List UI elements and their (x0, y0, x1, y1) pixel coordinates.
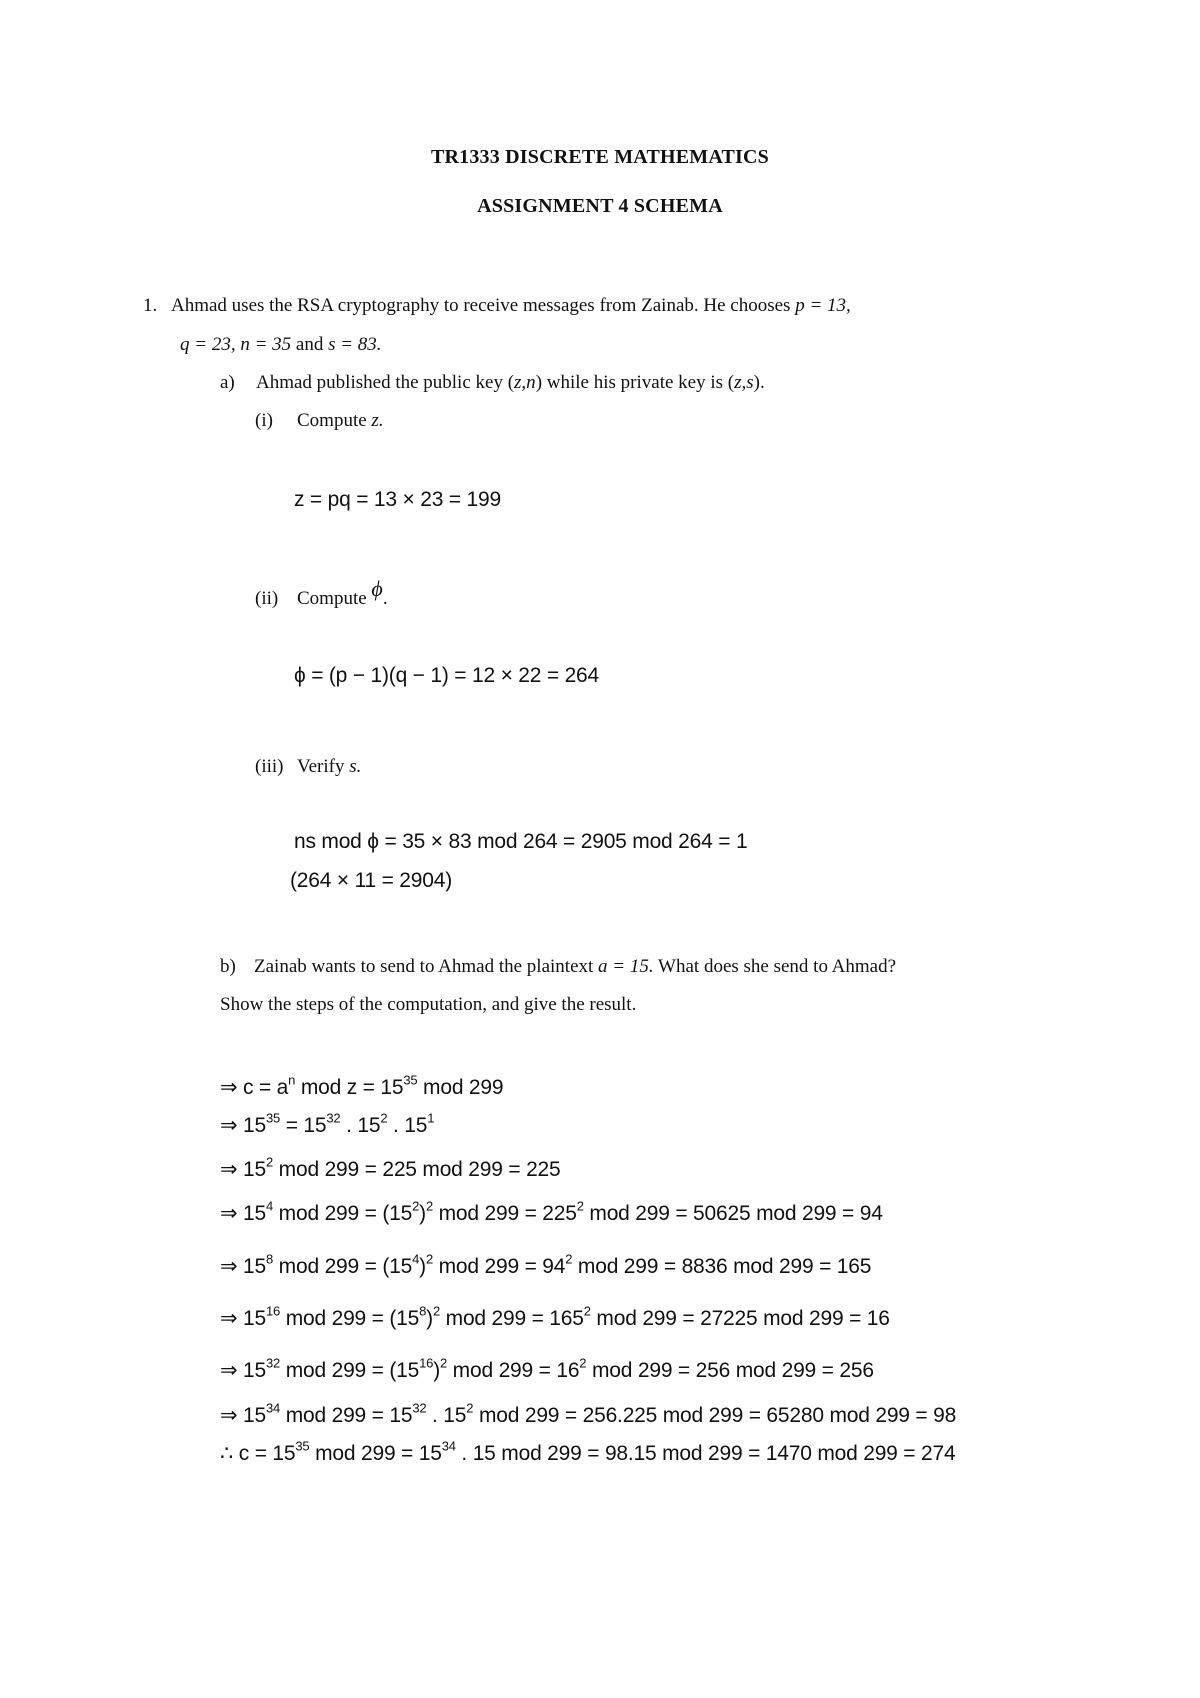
sub-i-answer: z = pq = 13 × 23 = 199 (294, 488, 501, 511)
sub-i-label: (i) (255, 410, 273, 431)
phi-symbol: ϕ (371, 576, 383, 601)
document-title: TR1333 DISCRETE MATHEMATICS (430, 146, 770, 168)
step-line: ⇒ $15^{32}$ mod $299 = (15^{16})^2$ mod $299 = 16^2$ mod 299 = 256 mod 299 = 256 (220, 1355, 874, 1382)
part-b-text-before: Zainab wants to send to Ahmad the plaintext (254, 956, 594, 977)
sub-i-prompt-text: Compute (297, 410, 367, 431)
part-a-prompt (220, 372, 765, 394)
step-line: ⇒ $c = a^n$ mod $z = 15^{35}$ mod 299 (220, 1072, 504, 1099)
step-line: ⇒ $15^{34}$ mod $299 = 15^{32}$ . $15^2$ mod 299 = 256.225 mod 299 = 65280 mod 299 = 98 (220, 1400, 957, 1427)
and-word: and (295, 334, 324, 355)
part-b-prompt-line-1 (220, 956, 896, 978)
question-1-line-1 (143, 295, 851, 317)
document-subtitle: ASSIGNMENT 4 SCHEMA (477, 195, 723, 217)
part-a-text-middle: ) while his private key is ( (535, 372, 735, 393)
sub-i-prompt-var: z. (371, 410, 384, 431)
plaintext-value: a = 15. (598, 956, 654, 977)
step-line: ⇒ $15^8$ mod $299 = (15^4)^2$ mod $299 = 94^2$ mod 299 = 8836 mod 299 = 165 (220, 1251, 872, 1278)
sub-ii-answer: ϕ = (p − 1)(q − 1) = 12 × 22 = 264 (294, 664, 600, 687)
part-a-label: a) (220, 372, 235, 393)
sub-ii-prompt-end: . (382, 588, 388, 609)
question-number: 1. (143, 295, 158, 316)
question-1-line-2 (180, 334, 382, 356)
sub-iii-prompt-var: s. (349, 756, 362, 777)
sub-iii-answer-line-1: ns mod ϕ = 35 × 83 mod 264 = 2905 mod 264 = 1 (294, 830, 748, 853)
part-a-text-before: Ahmad published the public key ( (256, 372, 515, 393)
p-value: p = 13, (795, 295, 851, 316)
private-key: z,s (734, 372, 754, 393)
step-line: ⇒ $15^2$ mod 299 = 225 mod 299 = 225 (220, 1154, 561, 1181)
part-b-text-after: What does she send to Ahmad? (658, 956, 897, 977)
sub-iii-prompt-text: Verify (297, 756, 345, 777)
sub-ii-prompt-text: Compute (297, 588, 367, 609)
n-value: n = 35 (240, 334, 292, 355)
q-value: q = 23, (180, 334, 236, 355)
part-b-label: b) (220, 956, 236, 977)
sub-iii-answer-line-2: (264 × 11 = 2904) (290, 869, 453, 892)
sub-iii-label: (iii) (255, 756, 284, 777)
sub-ii-prompt (255, 576, 388, 610)
part-b-prompt-line-2: Show the steps of the computation, and give the result. (220, 994, 637, 1015)
public-key: z,n (514, 372, 536, 393)
part-a-text-after: ). (753, 372, 765, 393)
step-line: ∴ $c = 15^{35}$ mod $299 = 15^{34}$ . 15 mod 299 = 98.15 mod 299 = 1470 mod 299 = 274 (220, 1438, 956, 1465)
sub-ii-label: (ii) (255, 588, 279, 609)
step-line: ⇒ $15^{35} = 15^{32}$ . $15^2$ . $15^1$ (220, 1110, 435, 1137)
s-value: s = 83. (328, 334, 382, 355)
question-intro: Ahmad uses the RSA cryptography to receive messages from Zainab. He chooses (171, 295, 791, 316)
sub-iii-prompt (255, 756, 361, 778)
step-line: ⇒ $15^{16}$ mod $299 = (15^8)^2$ mod $299 = 165^2$ mod 299 = 27225 mod 299 = 16 (220, 1303, 890, 1330)
step-line: ⇒ $15^4$ mod $299 = (15^2)^2$ mod $299 = 225^2$ mod 299 = 50625 mod 299 = 94 (220, 1198, 883, 1225)
sub-i-prompt (255, 410, 384, 432)
